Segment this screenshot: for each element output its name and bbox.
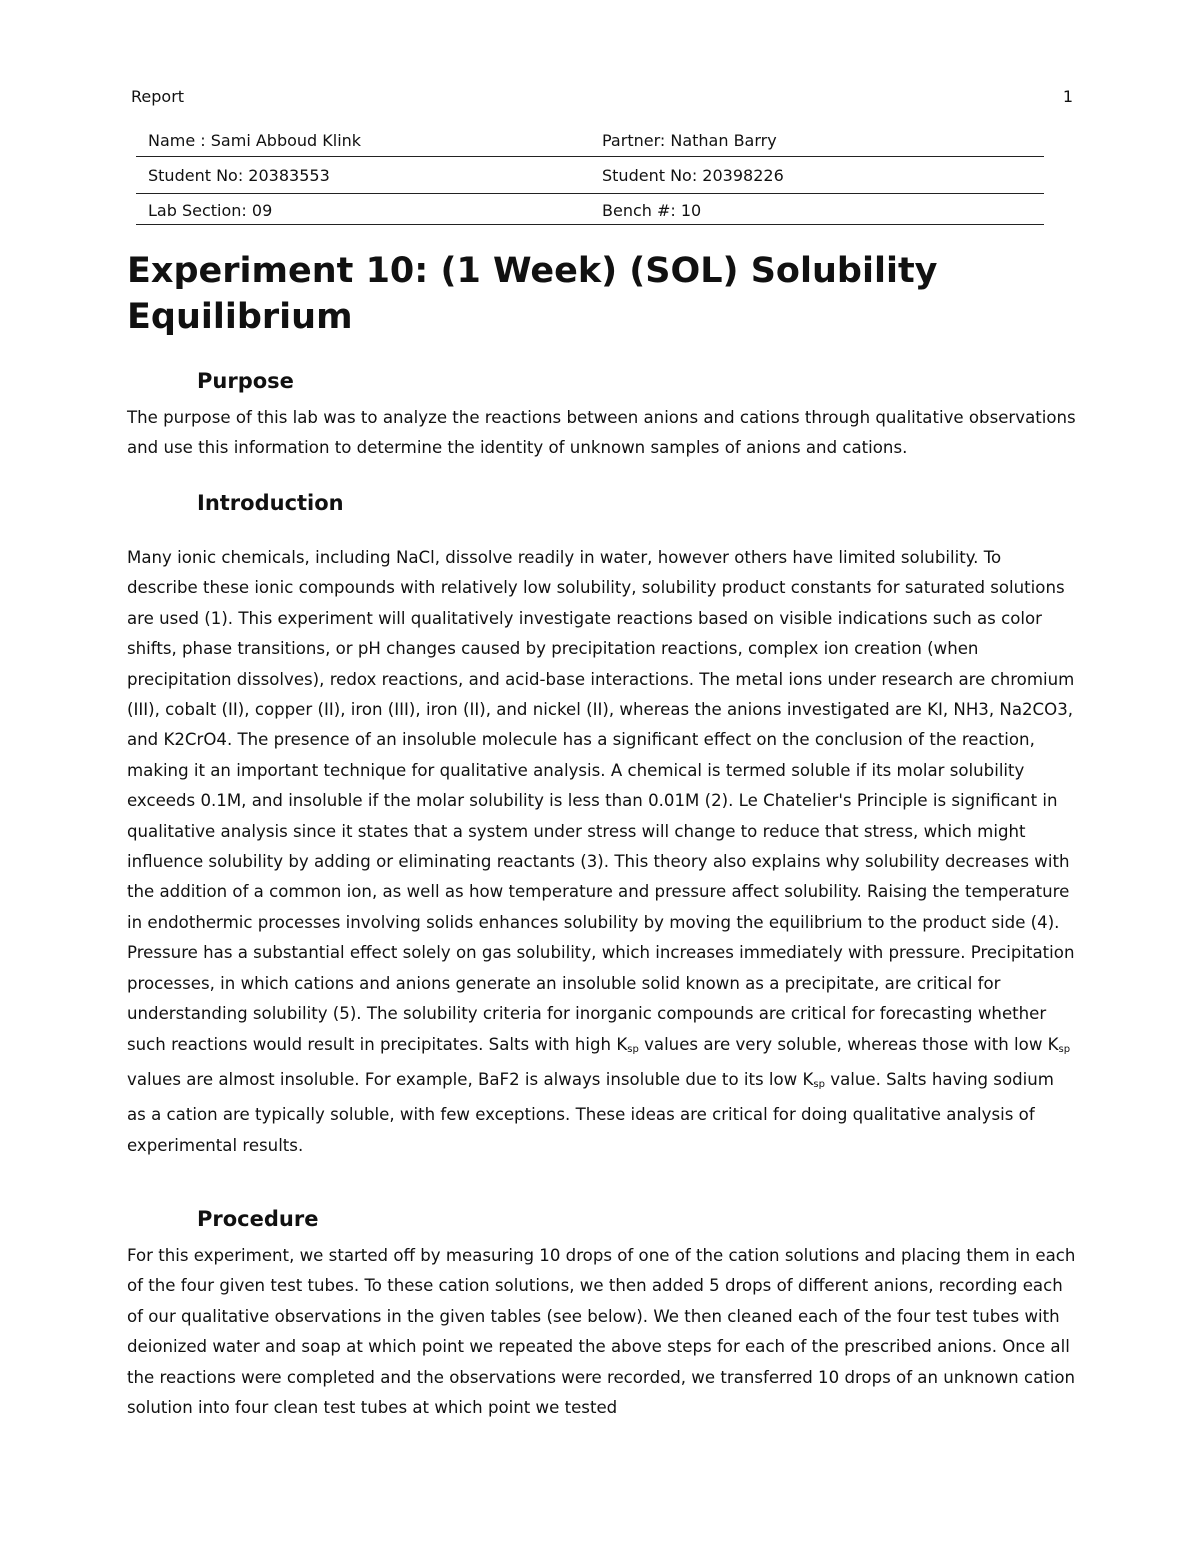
intro-text-2: values are very soluble, whereas those with low K bbox=[638, 1034, 1059, 1054]
intro-text-3: values are almost insoluble. For example, BaF2 is always insoluble due to its low K bbox=[127, 1069, 814, 1089]
purpose-paragraph: The purpose of this lab was to analyze the reactions between anions and cations through qualitative observations and use this information to determine the identity of unknown samples of anions and cations. bbox=[127, 408, 1076, 458]
intro-text-1: Many ionic chemicals, including NaCl, dissolve readily in water, however others have limited solubility. To describe these ionic compounds with relatively low solubility, solubility product constants for saturated solutions are used (1). This experiment will qualitatively investigate reactions based on visible indications such as color shifts, phase transitions, or pH changes caused by precipitation reactions, complex ion creation (when precipitation dissolves), redox reactions, and acid-base interactions. The metal ions under research are chromium (III), cobalt (II), copper (II), iron (III), iron (II), and nickel (II), whereas the anions investigated are KI, NH3, Na2CO3, and K2CrO4. The presence of an insoluble molecule has a significant effect on the conclusion of the reaction, making it an important technique for qualitative analysis. A chemical is termed soluble if its molar solubility exceeds 0.1M, and insoluble if the molar solubility is less than 0.01M (2). Le Chatelier's Principle is significant in qualitative analysis since it states that a system under stress will change to reduce that stress, which might influence solubility by adding or eliminating reactants (3). This theory also explains why solubility decreases with the addition of a common ion, as well as how temperature and pressure affect solubility. Raising the temperature in endothermic processes involving solids enhances solubility by moving the equilibrium to the product side (4). Pressure has a substantial effect solely on gas solubility, which increases immediately with pressure. Precipitation processes, in which cations and anions generate an insoluble solid known as a precipitate, are critical for understanding solubility (5). The solubility criteria for inorganic compounds are critical for forecasting whether such reactions would result in precipitates. Salts with high K bbox=[127, 548, 1075, 1054]
partner-cell: Partner: Nathan Barry bbox=[590, 124, 1044, 157]
lab-section-cell: Lab Section: 09 bbox=[136, 194, 590, 225]
ksp-subscript: sp bbox=[1058, 1043, 1071, 1055]
procedure-paragraph: For this experiment, we started off by measuring 10 drops of one of the cation solutions and placing them in each of the four given test tubes. To these cation solutions, we then added 5 drops of different anions, recording each of our qualitative observations in the given tables (see below). We then cleaned each of the four test tubes with deionized water and soap at which point we repeated the above steps for each of the prescribed anions. Once all the reactions were completed and the observations were recorded, we transferred 10 drops of an unknown cation solution into four clean test tubes at which point we tested bbox=[127, 1246, 1076, 1418]
ksp-subscript: sp bbox=[813, 1078, 825, 1090]
introduction-paragraph bbox=[127, 543, 1077, 1161]
document-title: Experiment 10: (1 Week) (SOL) Solubility Equilibrium bbox=[127, 251, 938, 337]
purpose-heading: Purpose bbox=[197, 369, 294, 393]
student-number-cell: Student No: 20383553 bbox=[136, 157, 590, 194]
ksp-subscript: sp bbox=[627, 1043, 639, 1055]
procedure-heading: Procedure bbox=[197, 1207, 319, 1231]
table-row bbox=[136, 157, 1044, 194]
page-number: 1 bbox=[1062, 87, 1073, 106]
introduction-heading: Introduction bbox=[197, 491, 344, 515]
student-info-table bbox=[136, 124, 1044, 225]
running-header bbox=[131, 86, 1073, 108]
table-row bbox=[136, 194, 1044, 225]
table-row bbox=[136, 124, 1044, 157]
bench-number-cell: Bench #: 10 bbox=[590, 194, 1044, 225]
intro-text-4: value. Salts having sodium as a cation are typically soluble, with few exceptions. These ideas are critical for doing qualitative analysis of experimental results. bbox=[127, 1069, 1054, 1155]
partner-student-number-cell: Student No: 20398226 bbox=[590, 157, 1044, 194]
header-label: Report bbox=[131, 87, 185, 106]
name-cell: Name : Sami Abboud Klink bbox=[136, 124, 590, 157]
